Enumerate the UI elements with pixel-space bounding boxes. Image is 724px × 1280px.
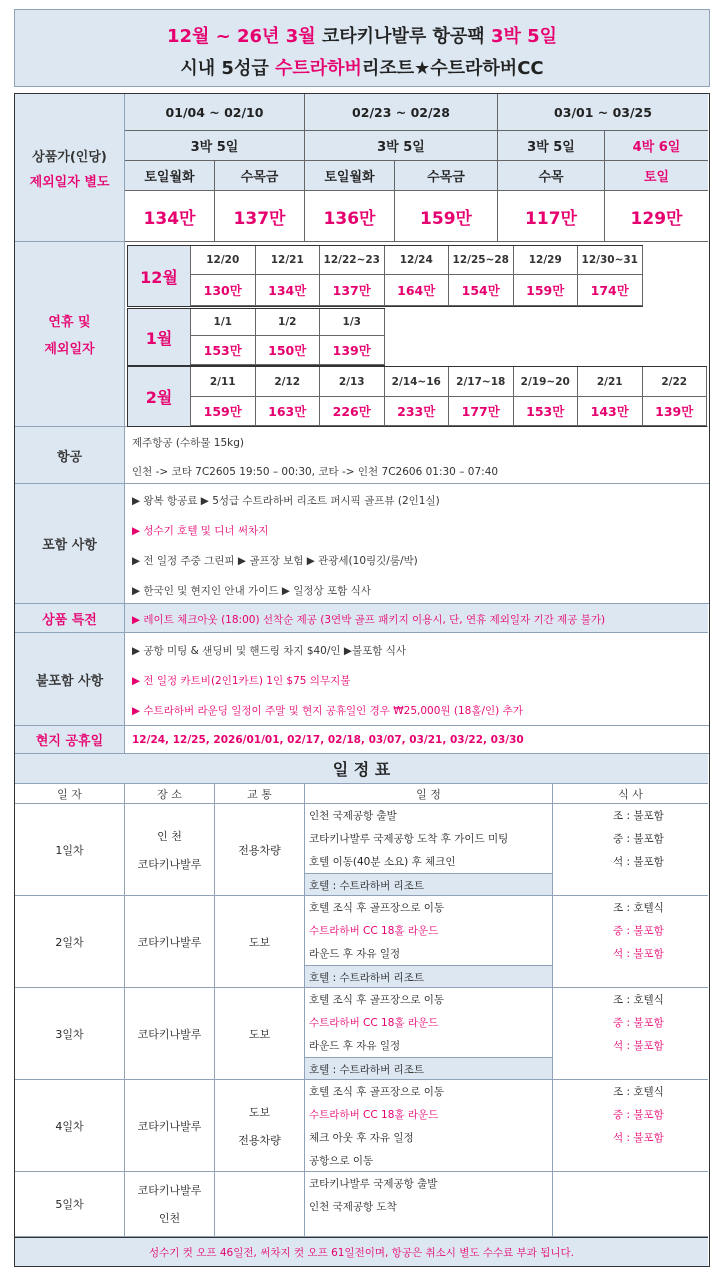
price-2: 137만 [215,191,305,242]
schedule-place [125,1080,215,1172]
holiday-date: 2/13 [320,367,385,397]
schedule-items [305,804,553,896]
schedule-hotel: 호텔 : 수트라하버 리조트 [305,965,552,987]
air-divider [125,483,709,484]
schedule-meal: 중 : 불포함 [613,1109,664,1121]
holiday-label-2: 제외일자 [44,342,95,357]
days-6: 토일 [605,161,708,191]
holiday-date: 2/17~18 [449,367,514,397]
schedule-item: 수트라하버 CC 18홀 라운드 [309,925,439,937]
title-product: 코타키나발루 항공팩 [321,26,485,47]
exclude-line-3: ▶ 수트라하버 라운딩 일정이 주말 및 현지 공휴일인 경우 ₩25,000원 (18홀/인) 추가 [132,705,523,717]
holiday-date: 12/24 [385,246,450,275]
schedule-items [305,1080,553,1172]
schedule-transport [215,1080,305,1172]
schedule-meals [553,1172,708,1237]
schedule-transport-line: 도보 [248,1027,271,1041]
schedule-item: 라운드 후 자유 일정 [309,1040,401,1052]
holiday-price: 174만 [578,275,643,306]
title-hotel: 수트라하버 [275,58,362,79]
holiday-date: 12/30~31 [578,246,643,275]
schedule-meal: 중 : 불포함 [613,833,664,845]
local-holiday-label: 현지 공휴일 [15,726,125,754]
holiday-date: 12/21 [256,246,321,275]
schedule-item: 수트라하버 CC 18홀 라운드 [309,1017,439,1029]
price-1: 134만 [125,191,215,242]
holiday-price: 134만 [256,275,321,306]
holiday-date: 2/12 [256,367,321,397]
info-table [14,93,710,1267]
schedule-transport-line: 도보 [248,1105,271,1119]
title-banner [14,9,710,87]
schedule-hotel: 호텔 : 수트라하버 리조트 [305,1057,552,1079]
schedule-day: 4일차 [15,1080,125,1172]
schedule-place-line: 코타키나발루 [137,1027,202,1041]
schedule-place-line: 코타키나발루 [137,1119,202,1133]
dec-month: 12월 [128,246,191,306]
price-label-note: 제외일자 별도 [29,174,110,190]
holiday-date: 1/2 [256,309,321,336]
schedule-place-line: 코타키나발루 [137,857,202,871]
holiday-date: 12/22~23 [320,246,385,275]
schedule-place-line: 인천 [158,1212,181,1225]
schedule-meal: 중 : 불포함 [613,1017,664,1029]
holiday-date: 2/21 [578,367,643,397]
days-3: 토일월화 [305,161,395,191]
nights-2: 3박 5일 [305,131,498,161]
schedule-header: 일 자 [15,784,125,804]
schedule-meals [553,896,708,988]
nights-1: 3박 5일 [125,131,305,161]
schedule-item: 인천 국제공항 도착 [309,1201,397,1213]
holiday-price: 130만 [191,275,256,306]
holiday-price: 139만 [320,336,385,365]
schedule-meal: 조 : 불포함 [613,810,664,822]
days-2: 수목금 [215,161,305,191]
holiday-price: 137만 [320,275,385,306]
holiday-date: 12/20 [191,246,256,275]
days-1: 토일월화 [125,161,215,191]
holiday-date: 1/3 [320,309,385,336]
exclude-divider [125,725,709,726]
schedule-meal: 석 : 불포함 [613,856,664,868]
schedule-header: 일 정 [305,784,553,804]
schedule-meal: 석 : 불포함 [613,1132,664,1144]
holiday-date: 12/29 [514,246,579,275]
schedule-header: 식 사 [553,784,708,804]
schedule-meal: 조 : 호텔식 [613,1086,664,1098]
schedule-place [125,896,215,988]
schedule-place-line: 코타키나발루 [137,1184,202,1197]
air-line-1: 제주항공 (수하물 15kg) [132,437,244,449]
holiday-price: 159만 [191,397,256,426]
price-6: 129만 [605,191,708,242]
schedule-title: 일 정 표 [15,754,708,784]
benefit-text: ▶ 레이트 체크아웃 (18:00) 선착순 제공 (3연박 골프 패키지 이용시, 단, 연휴 제외일자 기간 제공 불가) [132,614,606,626]
period-2: 02/23 ~ 02/28 [305,94,498,131]
schedule-transport-line: 도보 [248,935,271,949]
schedule-item: 라운드 후 자유 일정 [309,948,401,960]
exclude-line-1: ▶ 공항 미팅 & 샌딩비 및 핸드링 차지 $40/인 ▶불포함 식사 [132,645,407,657]
schedule-meals [553,1080,708,1172]
schedule-meals [553,804,708,896]
include-label: 포함 사항 [15,484,125,604]
holiday-price: 159만 [514,275,579,306]
schedule-items [305,1172,553,1237]
holiday-date: 12/25~28 [449,246,514,275]
schedule-item: 호텔 조식 후 골프장으로 이동 [309,994,445,1006]
schedule-item: 코타키나발루 국제공항 도착 후 가이드 미팅 [309,833,509,845]
schedule-item: 호텔 이동(40분 소요) 후 체크인 [309,856,456,868]
schedule-meal: 석 : 불포함 [613,948,664,960]
holiday-price: 164만 [385,275,450,306]
price-4: 159만 [395,191,498,242]
schedule-items [305,988,553,1080]
schedule-place-line: 인 천 [157,829,182,843]
schedule-meal: 중 : 불포함 [613,925,664,937]
period-1: 01/04 ~ 02/10 [125,94,305,131]
schedule-item: 인천 국제공항 출발 [309,810,397,822]
schedule-item: 공항으로 이동 [309,1155,374,1167]
schedule-transport-line: 전용차량 [238,843,281,857]
title-line-1 [15,22,709,48]
schedule-transport [215,804,305,896]
schedule-meal: 조 : 호텔식 [613,902,664,914]
schedule-place [125,804,215,896]
include-line-4: ▶ 한국인 및 현지인 안내 가이드 ▶ 일정상 포함 식사 [132,585,371,597]
feb-month: 2월 [128,367,191,426]
holiday-date: 2/19~20 [514,367,579,397]
benefit-label: 상품 특전 [15,604,125,633]
holiday-price: 154만 [449,275,514,306]
schedule-transport [215,988,305,1080]
schedule-place-line: 코타키나발루 [137,935,202,949]
schedule-item: 호텔 조식 후 골프장으로 이동 [309,1086,445,1098]
schedule-transport-line: 전용차량 [238,1133,281,1147]
holiday-price: 226만 [320,397,385,426]
title-resort: 리조트★수트라하버CC [361,58,544,79]
price-3: 136만 [305,191,395,242]
days-4: 수목금 [395,161,498,191]
schedule-header: 장 소 [125,784,215,804]
holiday-price: 177만 [449,397,514,426]
local-holiday-text: 12/24, 12/25, 2026/01/01, 02/17, 02/18, 03/07, 03/21, 03/22, 03/30 [132,734,524,746]
nights-4: 4박 6일 [605,131,708,161]
title-line-2 [15,54,709,80]
schedule-day: 5일차 [15,1172,125,1237]
schedule-meal: 조 : 호텔식 [613,994,664,1006]
include-line-3: ▶ 전 일정 주중 그린피 ▶ 골프장 보험 ▶ 관광세(10링깃/룸/박) [132,555,418,567]
schedule-item: 체크 아웃 후 자유 일정 [309,1132,414,1144]
schedule-hotel: 호텔 : 수트라하버 리조트 [305,873,552,895]
holiday-price: 150만 [256,336,321,365]
title-period: 12월 ~ 26년 3월 [166,26,316,47]
holiday-date: 2/22 [643,367,708,397]
price-label-text: 상품가(인당) [32,149,107,165]
schedule-item: 호텔 조식 후 골프장으로 이동 [309,902,445,914]
holiday-label [15,242,125,427]
schedule-day: 3일차 [15,988,125,1080]
schedule-items [305,896,553,988]
schedule-day: 2일차 [15,896,125,988]
holiday-price: 163만 [256,397,321,426]
price-5: 117만 [498,191,605,242]
exclude-line-2: ▶ 전 일정 카트비(2인1카트) 1인 $75 의무지불 [132,675,351,687]
nights-3: 3박 5일 [498,131,605,161]
holiday-price: 143만 [578,397,643,426]
holiday-price: 153만 [191,336,256,365]
holiday-date: 2/11 [191,367,256,397]
period-3: 03/01 ~ 03/25 [498,94,708,131]
schedule-item: 수트라하버 CC 18홀 라운드 [309,1109,439,1121]
holiday-price: 139만 [643,397,708,426]
schedule-day: 1일차 [15,804,125,896]
holiday-price: 153만 [514,397,579,426]
days-5: 수목 [498,161,605,191]
title-duration: 3박 5일 [490,26,558,47]
holiday-date: 1/1 [191,309,256,336]
schedule-footer: 성수기 컷 오프 46일전, 써차지 컷 오프 61일전이며, 항공은 취소시 별도 수수료 부과 됩니다. [15,1237,708,1266]
air-label: 항공 [15,427,125,484]
price-label [15,94,125,242]
schedule-meal: 석 : 불포함 [613,1040,664,1052]
exclude-label: 불포함 사항 [15,633,125,726]
include-line-1: ▶ 왕복 항공료 ▶ 5성급 수트라하버 리조트 퍼시픽 골프뷰 (2인1실) [132,495,440,507]
schedule-item: 코타키나발루 국제공항 출발 [309,1178,438,1190]
jan-month: 1월 [128,309,191,365]
holiday-price: 233만 [385,397,450,426]
schedule-header: 교 통 [215,784,305,804]
holiday-date: 2/14~16 [385,367,450,397]
schedule-transport [215,1172,305,1237]
schedule-meals [553,988,708,1080]
holiday-label-1: 연휴 및 [48,315,91,330]
schedule-transport [215,896,305,988]
air-line-2: 인천 -> 코타 7C2605 19:50 – 00:30, 코타 -> 인천 7C2606 01:30 – 07:40 [132,466,499,478]
schedule-place [125,988,215,1080]
include-line-2: ▶ 성수기 호텔 및 디너 써차지 [132,525,269,537]
schedule-place [125,1172,215,1237]
title-grade: 시내 5성급 [180,58,269,79]
